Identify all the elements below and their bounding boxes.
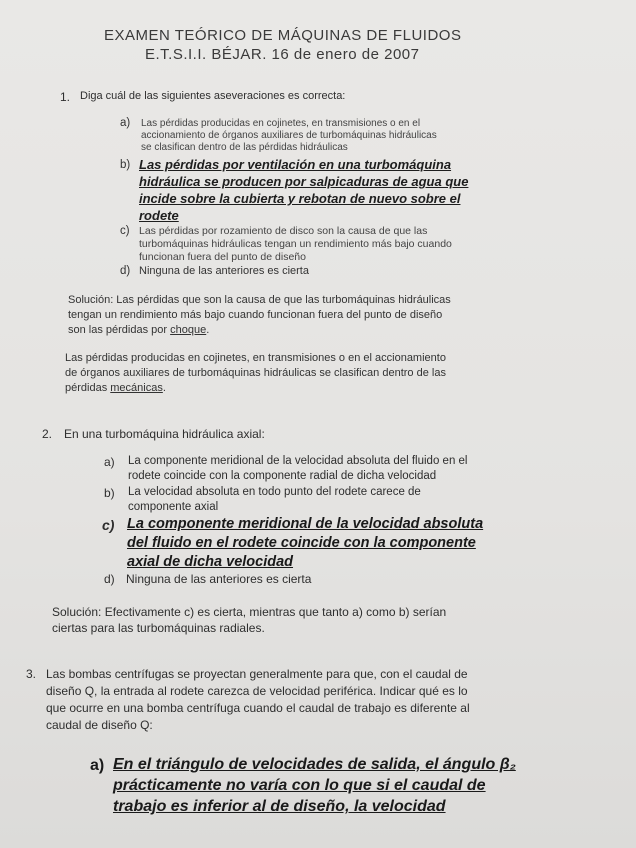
q1-c-line3: funcionan fuera del punto de diseño xyxy=(139,251,306,263)
q1-a-line3: se clasifican dentro de las pérdidas hidráulicas xyxy=(141,142,348,153)
q3-a-line2: prácticamente no varía con lo que si el caudal de xyxy=(113,777,486,794)
q2-d-text: Ninguna de las anteriores es cierta xyxy=(126,572,312,586)
q1-c-line1: Las pérdidas por rozamiento de disco son la causa de que las xyxy=(139,225,428,237)
exam-title: EXAMEN TEÓRICO DE MÁQUINAS DE FLUIDOS xyxy=(104,27,462,44)
q3-a-label: a) xyxy=(90,757,105,774)
q2-a-line2: rodete coincide con la componente radial de dicha velocidad xyxy=(128,470,437,482)
q1-a-line1: Las pérdidas producidas en cojinetes, en transmisiones o en el xyxy=(141,118,421,129)
q1-question: Diga cuál de las siguientes aseveraciones es correcta: xyxy=(80,90,346,102)
q1-b-label: b) xyxy=(120,159,131,171)
q1-b-line4: rodete xyxy=(139,208,179,223)
q3-question-line1: Las bombas centrífugas se proyectan generalmente para que, con el caudal de xyxy=(46,667,468,681)
q2-a-label: a) xyxy=(104,455,115,469)
q2-b-line2: componente axial xyxy=(128,501,219,513)
q2-b-line1: La velocidad absoluta en todo punto del rodete carece de xyxy=(128,486,421,498)
q1-b-line3: incide sobre la cubierta y rebotan de nuevo sobre el xyxy=(139,191,461,206)
q1-solution2-line3: pérdidas mecánicas. xyxy=(65,382,166,394)
q3-number: 3. xyxy=(26,667,37,681)
q2-number: 2. xyxy=(42,427,53,441)
q1-d-text: Ninguna de las anteriores es cierta xyxy=(139,265,309,277)
q1-solution-line3: son las pérdidas por choque. xyxy=(68,324,210,336)
q1-d-label: d) xyxy=(120,265,131,277)
q1-solution2-line2: de órganos auxiliares de turbomáquinas hidráulicas se clasifican dentro de las xyxy=(65,367,446,379)
q1-solution-line1: Solución: Las pérdidas que son la causa de que las turbomáquinas hidráulicas xyxy=(68,294,451,306)
q2-c-line1: La componente meridional de la velocidad absoluta xyxy=(127,516,484,532)
q3-question-line2: diseño Q, la entrada al rodete carezca de velocidad periférica. Indicar qué es lo xyxy=(46,684,468,698)
q3-question-line3: que ocurre en una bomba centrífuga cuando el caudal de trabajo es diferente al xyxy=(46,701,470,715)
q3-a-line3: trabajo es inferior al de diseño, la velocidad xyxy=(113,798,446,815)
q3-a-line1: En el triángulo de velocidades de salida, el ángulo β₂ xyxy=(113,756,516,773)
q1-a-line2: accionamiento de órganos auxiliares de turbomáquinas hidráulicas xyxy=(141,130,437,141)
q1-a-label: a) xyxy=(120,117,131,129)
q1-solution2-line1: Las pérdidas producidas en cojinetes, en transmisiones o en el accionamiento xyxy=(65,352,446,364)
q1-solution-line2: tengan un rendimiento más bajo cuando funcionan fuera del punto de diseño xyxy=(68,309,443,321)
q2-b-label: b) xyxy=(104,486,115,500)
q2-a-line1: La componente meridional de la velocidad absoluta del fluido en el xyxy=(128,455,468,467)
q2-c-line3: axial de dicha velocidad xyxy=(127,554,294,570)
q3-question-line4: caudal de diseño Q: xyxy=(46,718,153,732)
exam-subtitle: E.T.S.I.I. BÉJAR. 16 de enero de 2007 xyxy=(145,46,420,63)
q2-d-label: d) xyxy=(104,572,115,586)
q2-c-line2: del fluido en el rodete coincide con la componente xyxy=(127,535,476,551)
q2-c-label: c) xyxy=(102,517,115,533)
q2-solution-line2: ciertas para las turbomáquinas radiales. xyxy=(52,621,265,635)
q1-b-line1: Las pérdidas por ventilación en una turbomáquina xyxy=(139,157,452,172)
q2-solution-line1: Solución: Efectivamente c) es cierta, mientras que tanto a) como b) serían xyxy=(52,605,447,619)
q1-number: 1. xyxy=(60,90,71,104)
q1-c-line2: turbomáquinas hidráulicas tengan un rendimiento más bajo cuando xyxy=(139,238,452,250)
q2-question: En una turbomáquina hidráulica axial: xyxy=(64,427,265,441)
q1-b-line2: hidráulica se producen por salpicaduras de agua que xyxy=(139,174,469,189)
q1-c-label: c) xyxy=(120,225,130,237)
